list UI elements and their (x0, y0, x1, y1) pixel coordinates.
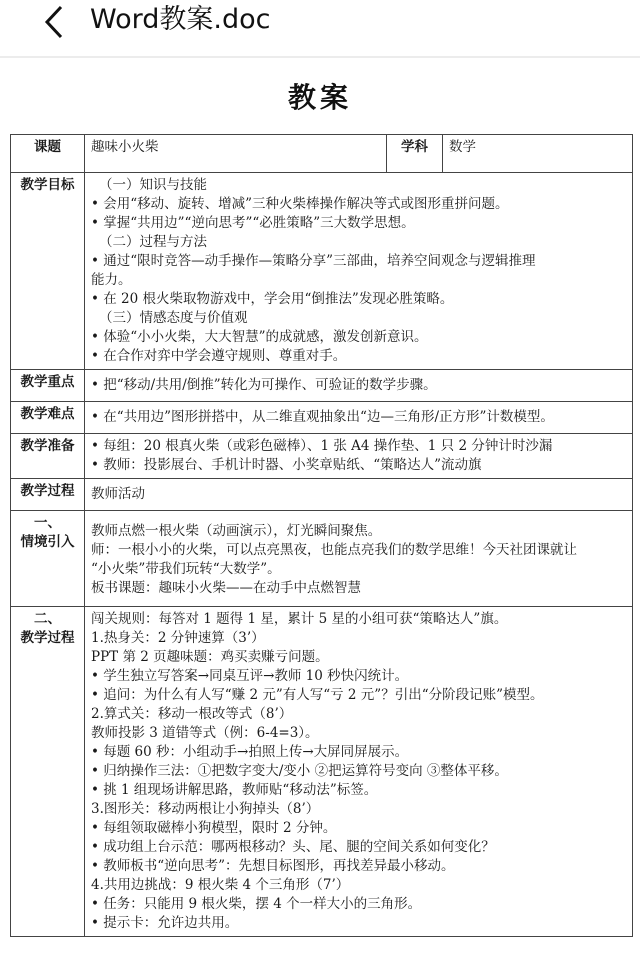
process-header-label: 教学过程 (11, 479, 85, 511)
section2-number: 二、 (34, 611, 61, 627)
objectives-line: • 掌握“共用边”“逆向思考”“必胜策略”三大数学思想。 (91, 215, 415, 231)
row-key-point (11, 370, 633, 402)
objectives-line: • 体验“小小火柴，大大智慧”的成就感，激发创新意识。 (91, 329, 428, 345)
objectives-line: • 在合作对弈中学会遵守规则、尊重对手。 (91, 348, 347, 364)
back-button[interactable] (34, 2, 74, 42)
section2-line: • 成功组上台示范：哪两根移动？头、尾、腿的空间关系如何变化？ (91, 839, 495, 855)
section2-line: 教师投影 3 道错等式（例：6-4=3）。 (91, 725, 319, 741)
row-objectives (11, 173, 633, 370)
objectives-line: • 会用“移动、旋转、增减”三种火柴棒操作解决等式或图形重拼问题。 (91, 196, 509, 212)
section2-title: 教学过程 (20, 630, 75, 646)
app-header (0, 0, 640, 44)
key-point-label: 教学重点 (11, 370, 85, 402)
section2-line: 1.热身关：2 分钟速算（3’） (91, 630, 265, 646)
objectives-content (85, 173, 633, 370)
row-prep (11, 434, 633, 479)
subject-label: 学科 (387, 135, 443, 173)
process-header-text: 教师活动 (91, 486, 145, 502)
section2-line: • 任务：只能用 9 根火柴，摆 4 个一样大小的三角形。 (91, 896, 422, 912)
section2-line: 4.共用边挑战：9 根火柴 4 个三角形（7’） (91, 877, 350, 893)
difficulty-text: • 在“共用边”图形拼搭中，从二维直观抽象出“边—三角形/正方形”计数模型。 (91, 409, 554, 425)
topic-label: 课题 (11, 135, 85, 173)
objectives-line: （二）过程与方法 (99, 234, 207, 250)
section2-line: 3.图形关：移动两根让小狗掉头（8’） (91, 801, 320, 817)
prep-line: • 每组：20 根真火柴（或彩色磁棒）、1 张 A4 操作垫、1 只 2 分钟计时沙漏 (91, 438, 553, 454)
row-difficulty (11, 402, 633, 434)
prep-line: • 教师：投影展台、手机计时器、小奖章贴纸、“策略达人”流动旗 (91, 457, 482, 473)
section2-line: • 追问：为什么有人写“赚 2 元”有人写“亏 2 元”？引出“分阶段记账”模型。 (91, 687, 544, 703)
section1-line: “小火柴”带我们玩转“大数学”。 (91, 561, 281, 577)
section1-number: 一、 (34, 515, 61, 531)
section1-line: 板书课题：趣味小火柴——在动手中点燃智慧 (91, 580, 361, 596)
section2-line: • 每题 60 秒：小组动手→拍照上传→大屏同屏展示。 (91, 744, 409, 760)
section2-line: 闯关规则：每答对 1 题得 1 星，累计 5 星的小组可获“策略达人”旗。 (91, 611, 508, 627)
section2-line: PPT 第 2 页趣味题：鸡买卖赚亏问题。 (91, 649, 329, 665)
row-process-header (11, 479, 633, 511)
section2-line: • 归纳操作三法：①把数字变大/变小 ②把运算符号变向 ③整体平移。 (91, 763, 508, 779)
section2-line: • 每组领取磁棒小狗模型，限时 2 分钟。 (91, 820, 337, 836)
section1-line: 师：一根小小的火柴，可以点亮黑夜，也能点亮我们的数学思维！今天社团课就让 (91, 542, 577, 558)
section1-line: 教师点燃一根火柴（动画演示），灯光瞬间聚焦。 (91, 523, 382, 539)
objectives-line: • 在 20 根火柴取物游戏中，学会用“倒推法”发现必胜策略。 (91, 291, 454, 307)
objectives-line: • 通过“限时竞答—动手操作—策略分享”三部曲，培养空间观念与逻辑推理 (91, 253, 536, 269)
difficulty-label: 教学难点 (11, 402, 85, 434)
section2-line: • 挑 1 组现场讲解思路，教师贴“移动法”标签。 (91, 782, 378, 798)
header-divider (0, 56, 640, 58)
objectives-line: （一）知识与技能 (99, 177, 207, 193)
prep-label: 教学准备 (11, 434, 85, 479)
section2-line: • 教师板书“逆向思考”：先想目标图形，再找差异最小移动。 (91, 858, 455, 874)
section2-line: • 提示卡：允许边共用。 (91, 915, 239, 931)
key-point-text: • 把“移动/共用/倒推”转化为可操作、可验证的数学步骤。 (91, 377, 437, 393)
objectives-label: 教学目标 (11, 173, 85, 370)
section1-title: 情境引入 (20, 534, 75, 550)
row-section-2 (11, 607, 633, 937)
row-topic (11, 135, 633, 173)
section2-line: 2.算式关：移动一根改等式（8’） (91, 706, 293, 722)
objectives-line: 能力。 (91, 272, 132, 288)
section2-line: • 学生独立写答案→同桌互评→教师 10 秒快闪统计。 (91, 668, 409, 684)
chevron-left-icon (43, 5, 65, 39)
subject-value: 数学 (443, 135, 633, 173)
section1-label (11, 511, 85, 607)
section2-label (11, 607, 85, 937)
objectives-line: （三）情感态度与价值观 (99, 310, 248, 326)
page-title: 教案 (287, 81, 352, 114)
topic-value: 趣味小火柴 (85, 135, 387, 173)
lesson-plan-table (10, 134, 633, 937)
row-section-1 (11, 511, 633, 607)
document-title: Word教案.doc (90, 4, 271, 35)
